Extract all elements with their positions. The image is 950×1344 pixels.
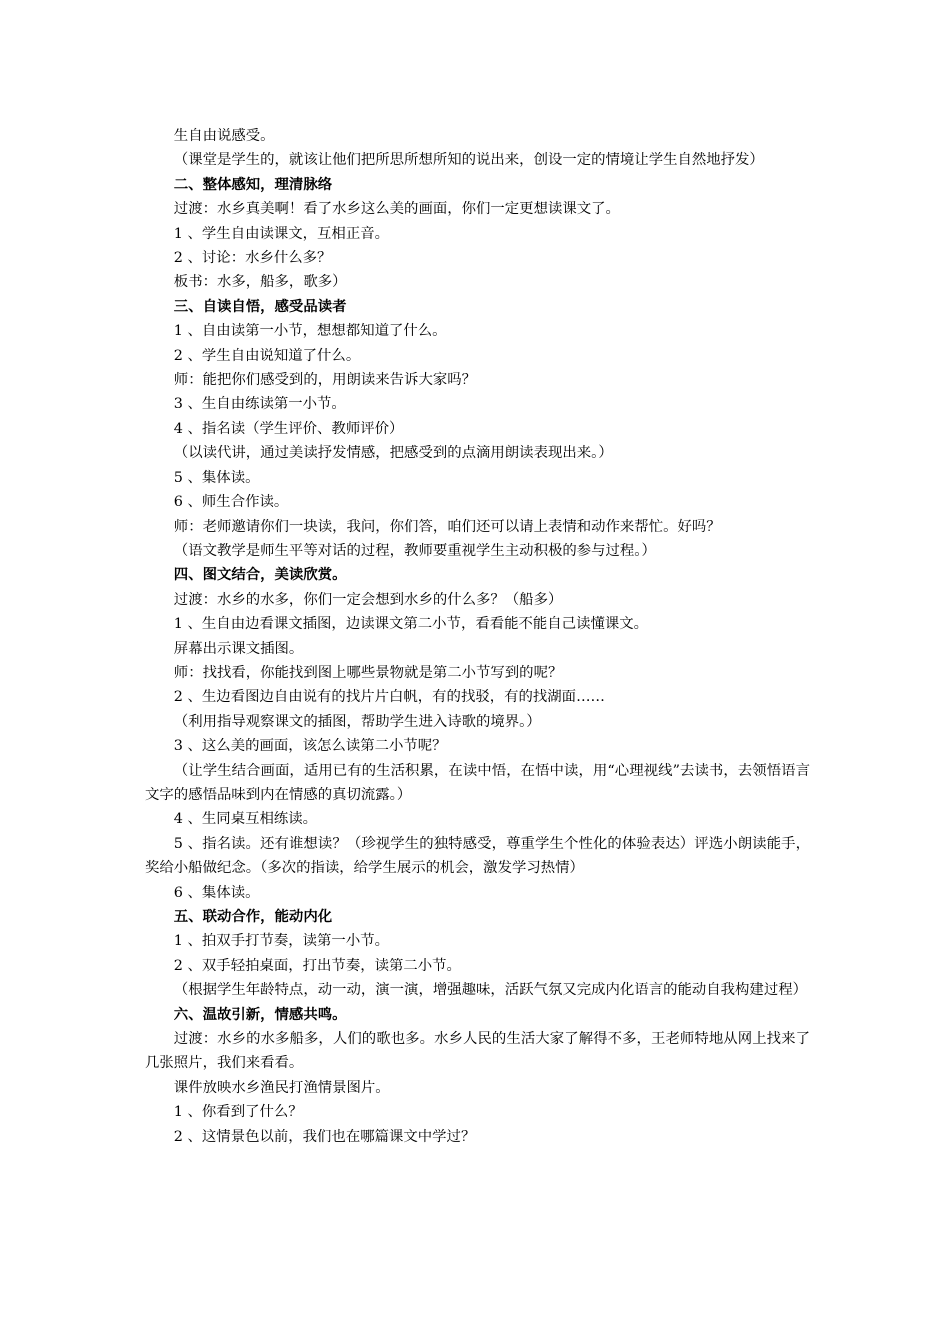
section-heading: 二、整体感知，理清脉络 [173,175,333,193]
paragraph: 4 、指名读（学生评价、教师评价） [173,420,404,437]
paragraph: 4 、生同桌互相练读。 [173,811,318,828]
paragraph: 师：找找看，你能找到图上哪些景物就是第二小节写到的呢？ [173,664,563,681]
paragraph: 过渡：水乡的水多，你们一定会想到水乡的什么多？（船多） [173,591,563,608]
section-heading: 五、联动合作，能动内化 [173,908,333,925]
section-heading: 三、自读自悟，感受品读者 [173,297,347,315]
paragraph: （语文教学是师生平等对话的过程，教师要重视学生主动积极的参与过程。） [173,542,656,559]
paragraph: 屏幕出示课文插图。 [173,640,304,657]
paragraph: 6 、集体读。 [173,884,260,901]
paragraph: 5 、集体读。 [173,469,260,486]
document-body [145,124,810,1149]
paragraph: 5 、指名读。还有谁想读？（珍视学生的独特感受，尊重学生个性化的体验表达）评选小朗读能手，奖给小船做纪念。（多次的指读，给学生展示的机会，激发学习热情） [145,835,810,877]
paragraph: 6 、师生合作读。 [173,494,289,511]
paragraph: （利用指导观察课文的插图，帮助学生进入诗歌的境界。） [173,713,541,730]
paragraph: （让学生结合画面，适用已有的生活积累，在读中悟，在悟中读，用“心理视线”去读书，去领悟语言文字的感悟品味到内在情感的真切流露。） [145,762,810,803]
paragraph: 2 、双手轻拍桌面，打出节奏，读第二小节。 [173,957,461,974]
paragraph: 2 、这情景色以前，我们也在哪篇课文中学过？ [173,1128,476,1145]
paragraph: 1 、自由读第一小节，想想都知道了什么。 [173,323,447,340]
paragraph: 生自由说感受。 [173,128,275,144]
paragraph: 2 、讨论：水乡什么多？ [173,250,332,267]
paragraph: 过渡：水乡的水多船多，人们的歌也多。水乡人民的生活大家了解得不多，王老师特地从网上找来了几张照片，我们来看看。 [145,1031,810,1072]
paragraph: （课堂是学生的，就该让他们把所思所想所知的说出来，创设一定的情境让学生自然地抒发） [173,152,764,169]
paragraph: 师：能把你们感受到的，用朗读来告诉大家吗？ [173,372,477,389]
paragraph: 3 、生自由练读第一小节。 [173,396,346,413]
paragraph: 1 、学生自由读课文，互相正音。 [173,225,389,242]
paragraph: 2 、学生自由说知道了什么。 [173,347,361,364]
paragraph: 课件放映水乡渔民打渔情景图片。 [173,1079,390,1096]
paragraph: 过渡：水乡真美啊！看了水乡这么美的画面，你们一定更想读课文了。 [173,201,620,218]
paragraph: 1 、你看到了什么？ [173,1104,303,1121]
paragraph: 师：老师邀请你们一块读，我问，你们答，咱们还可以请上表情和动作来帮忙。好吗？ [173,518,721,535]
paragraph: 1 、拍双手打节奏，读第一小节。 [173,933,389,950]
paragraph: （根据学生年龄特点，动一动，演一演，增强趣味，活跃气氛又完成内化语言的能动自我构建过程） [173,982,807,999]
section-heading: 四、图文结合，美读欣赏。 [173,566,347,584]
paragraph: 板书：水多，船多，歌多） [173,274,347,291]
section-heading: 六、温故引新，情感共鸣。 [173,1005,347,1023]
paragraph: 1 、生自由边看课文插图，边读课文第二小节，看看能不能自己读懂课文。 [173,616,649,633]
paragraph: 2 、生边看图边自由说有的找片片白帆，有的找驳，有的找湖面…… [173,689,605,706]
paragraph: （以读代讲，通过美读抒发情感，把感受到的点滴用朗读表现出来。） [173,445,613,462]
paragraph: 3 、这么美的画面，该怎么读第二小节呢？ [173,738,447,755]
